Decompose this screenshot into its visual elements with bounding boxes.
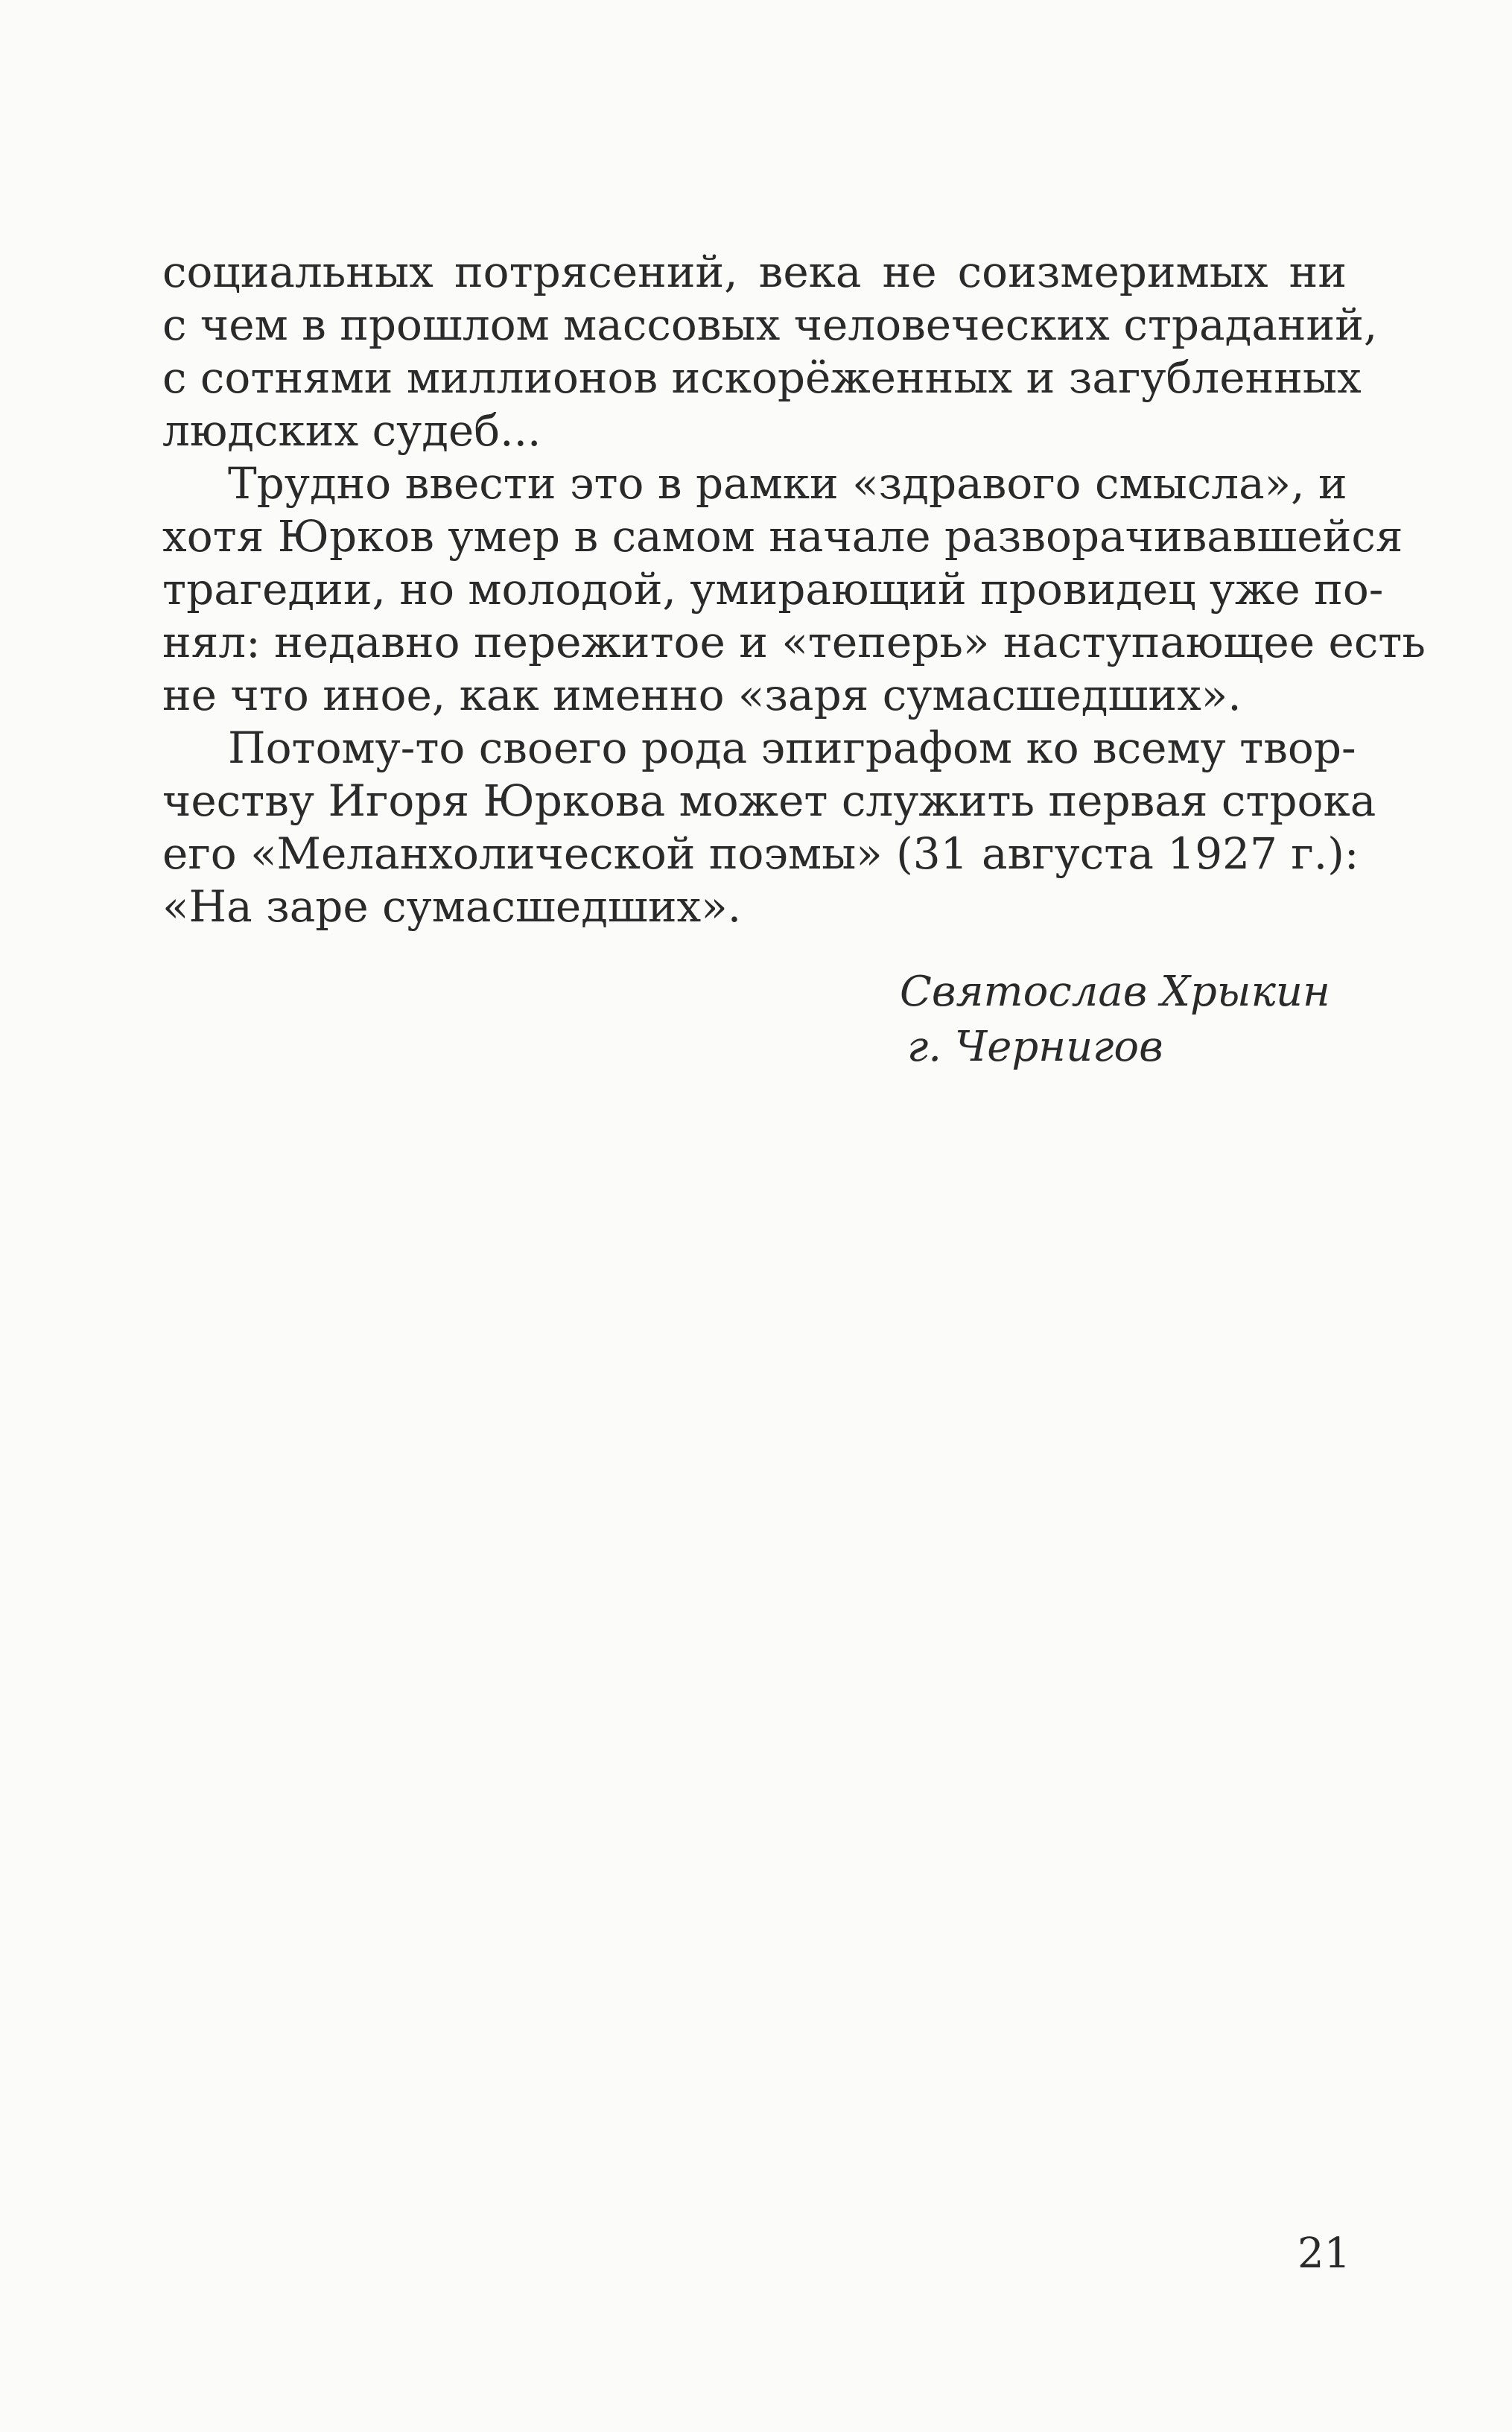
- text-line: с сотнями миллионов искорёженных и загубленных: [162, 352, 1362, 403]
- paragraph-3: [162, 722, 1376, 933]
- text-line: его «Меланхолической поэмы» (31 августа 1927 г.):: [162, 828, 1359, 879]
- text-line: хотя Юрков умер в самом начале разворачивавшейся: [162, 511, 1403, 562]
- text-line: не что иное, как именно «заря сумасшедших».: [162, 670, 1242, 720]
- text-line: нял: недавно пережитое и «теперь» наступающее есть: [162, 617, 1426, 667]
- paragraph-1: [162, 246, 1378, 457]
- text-line: с чем в прошлом массовых человеческих страданий,: [162, 299, 1378, 350]
- text-line: Трудно ввести это в рамки «здравого смысла», и: [228, 458, 1347, 509]
- text-line: «На заре сумасшедших».: [162, 881, 742, 932]
- text-line: честву Игоря Юркова может служить первая строка: [162, 775, 1376, 826]
- text-line: трагедии, но молодой, умирающий провидец уже по-: [162, 564, 1384, 615]
- paragraph-2: [162, 457, 1426, 722]
- text-line: Потому-то своего рода эпиграфом ко всему твор-: [228, 723, 1356, 773]
- body-text: [162, 246, 1426, 933]
- page-number: 21: [1297, 2229, 1351, 2278]
- signature-city: г. Чернигов: [907, 1023, 1163, 1071]
- signature-author: Святослав Хрыкин: [900, 968, 1330, 1016]
- signature-block: [900, 965, 1330, 1075]
- text-line: людских судеб...: [162, 405, 541, 456]
- text-line: социальных потрясений, века не соизмеримых ни: [162, 247, 1347, 297]
